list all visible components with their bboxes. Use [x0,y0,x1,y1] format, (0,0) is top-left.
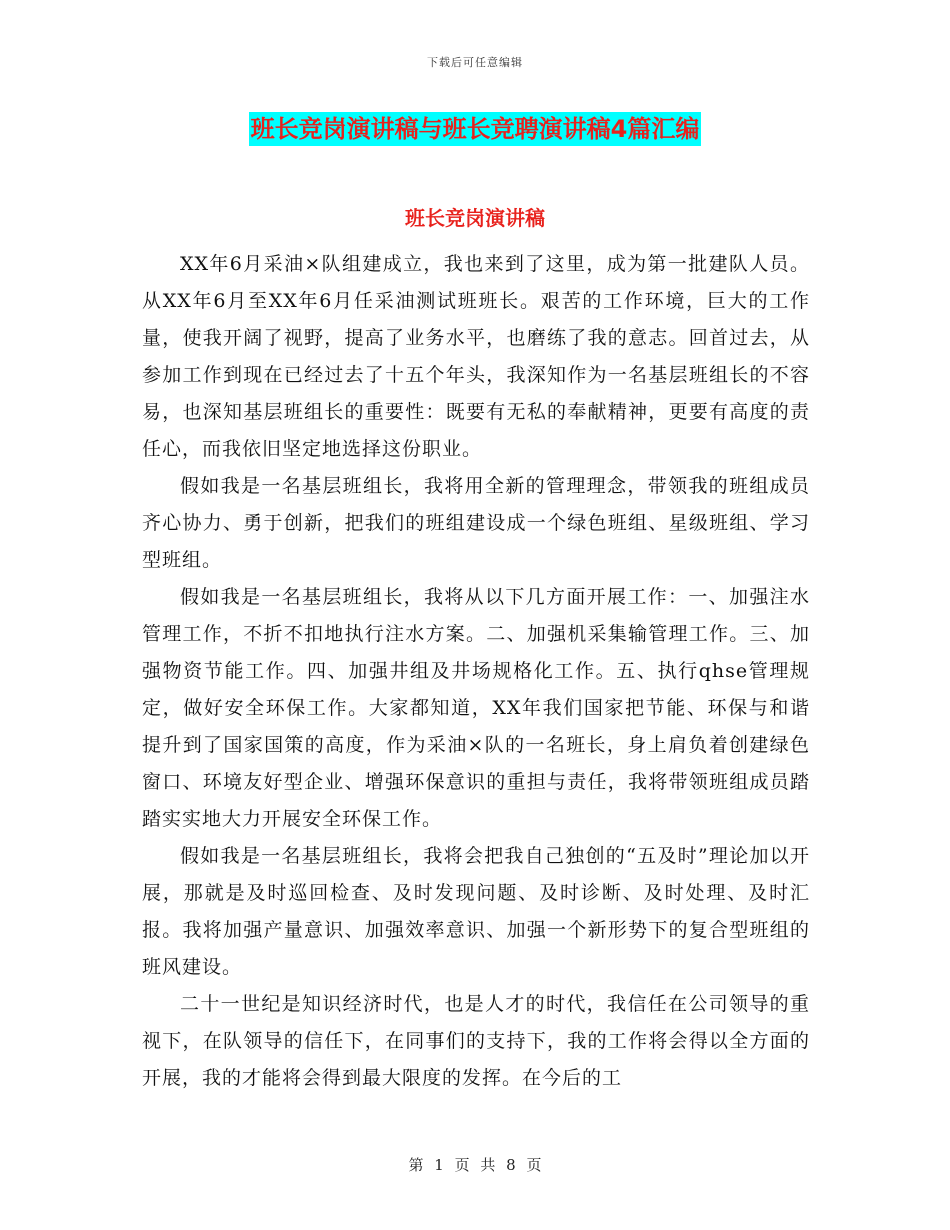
page-number-footer: 第 1 页 共 8 页 [408,1156,542,1174]
document-title: 班长竞岗演讲稿与班长竞聘演讲稿4篇汇编 [249,112,702,146]
page-header-note: 下载后可任意编辑 [427,56,523,69]
paragraph: 假如我是一名基层班组长，我将从以下几方面开展工作：一、加强注水管理工作，不折不扣地执行注水方案。二、加强机采集输管理工作。三、加强物资节能工作。四、加强井组及井场规格化工作。五、执行qhse管理规定，做好安全环保工作。大家都知道，XX年我们国家把节能、环保与和谐提升到了国家国策的高度，作为采油×队的一名班长，身上肩负着创建绿色窗口、环境友好型企业、增强环保意识的重担与责任，我将带领班组成员踏踏实实地大力开展安全环保工作。 [142,586,810,830]
main-title-container [0,112,950,146]
paragraph: XX年6月采油×队组建成立，我也来到了这里，成为第一批建队人员。从XX年6月至XX年6月任采油测试班班长。艰苦的工作环境，巨大的工作量，使我开阔了视野，提高了业务水平，也磨练了我的意志。回首过去，从参加工作到现在已经过去了十五个年头，我深知作为一名基层班组长的不容易，也深知基层班组长的重要性：既要有无私的奉献精神，更要有高度的责任心，而我依旧坚定地选择这份职业。 [142,253,810,460]
paragraph: 假如我是一名基层班组长，我将用全新的管理理念，带领我的班组成员齐心协力、勇于创新，把我们的班组建设成一个绿色班组、星级班组、学习型班组。 [142,475,810,571]
paragraph: 假如我是一名基层班组长，我将会把我自己独创的“五及时”理论加以开展，那就是及时巡回检查、及时发现问题、及时诊断、及时处理、及时汇报。我将加强产量意识、加强效率意识、加强一个新形势下的复合型班组的班风建设。 [142,845,810,978]
paragraph: 二十一世纪是知识经济时代，也是人才的时代，我信任在公司领导的重视下，在队领导的信任下，在同事们的支持下，我的工作将会得以全方面的开展，我的才能将会得到最大限度的发挥。在今后的工 [142,993,810,1089]
section-title: 班长竞岗演讲稿 [405,206,545,230]
document-body [142,246,810,1097]
